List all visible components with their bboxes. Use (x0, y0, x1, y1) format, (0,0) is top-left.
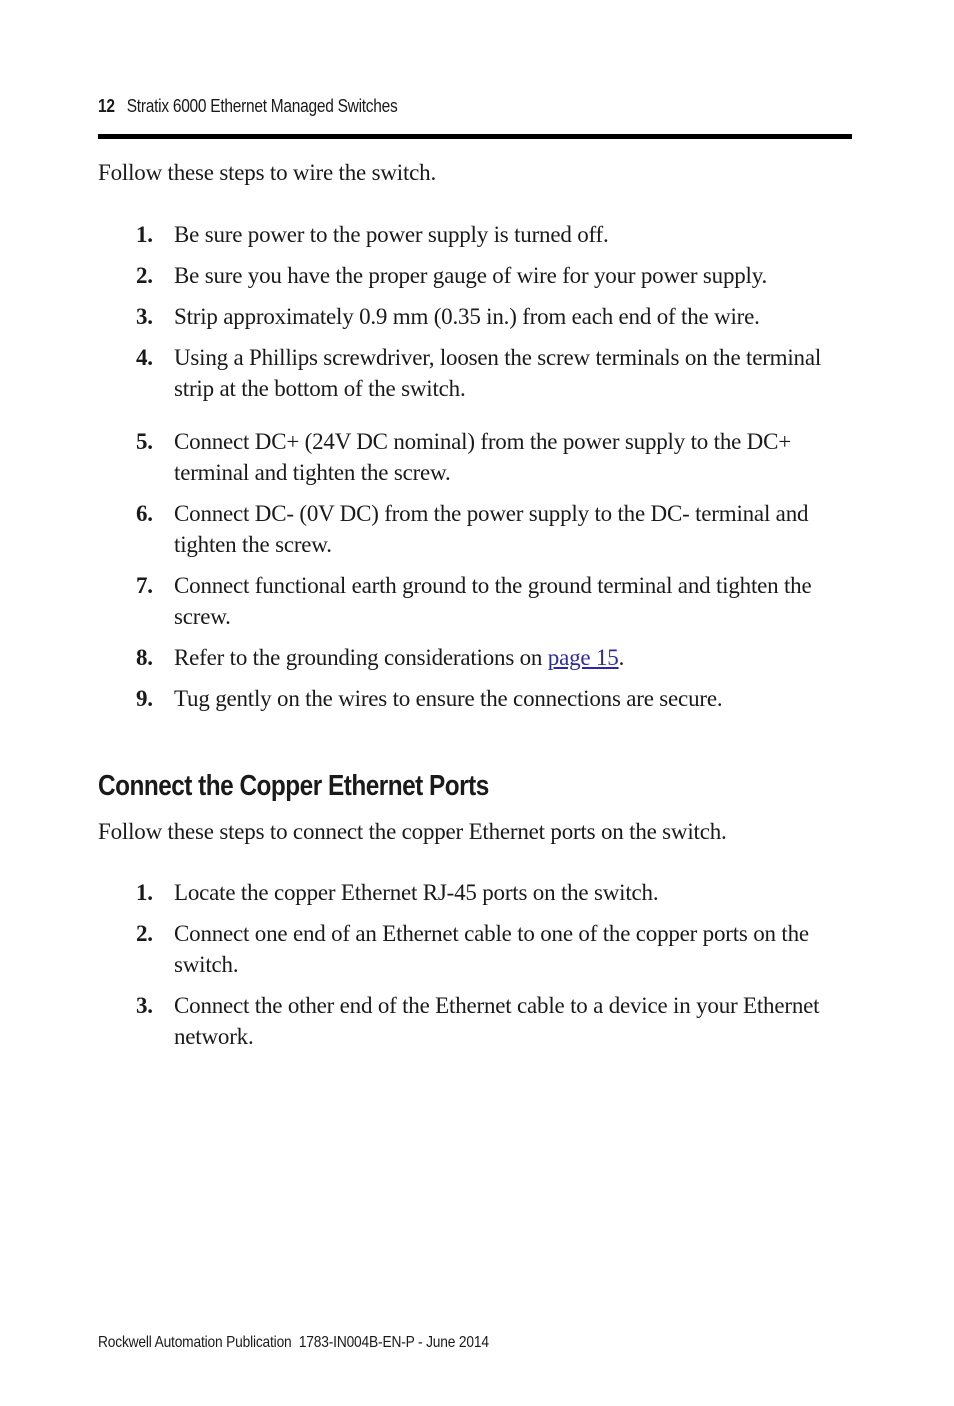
step-number: 8. (136, 645, 153, 670)
publication-footer: Rockwell Automation Publication 1783-IN004B-EN-P - June 2014 (98, 1334, 489, 1351)
list-item (98, 498, 854, 560)
step-number: 5. (136, 429, 153, 454)
step-number: 4. (136, 345, 153, 370)
step-number: 3. (136, 993, 153, 1018)
ethernet-steps-list (98, 877, 854, 1062)
page-15-link[interactable]: page 15 (547, 645, 619, 670)
list-item (98, 219, 854, 250)
list-item (98, 342, 854, 404)
running-header (98, 96, 397, 117)
list-item (98, 877, 854, 908)
step-number: 1. (136, 880, 153, 905)
step-number: 6. (136, 501, 153, 526)
header-rule (98, 134, 852, 139)
list-item (98, 918, 854, 980)
list-item (98, 683, 854, 714)
step-text: Connect DC+ (24V DC nominal) from the power supply to the DC+ terminal and tighten the screw. (174, 429, 791, 485)
step-text: Connect the other end of the Ethernet cable to a device in your Ethernet network. (174, 993, 820, 1049)
list-item (98, 301, 854, 332)
step-number: 7. (136, 573, 153, 598)
step-text: Using a Phillips screwdriver, loosen the screw terminals on the terminal strip at the bottom of the switch. (174, 345, 822, 401)
list-item (98, 642, 854, 673)
page-number: 12 (98, 96, 115, 116)
header-title: Stratix 6000 Ethernet Managed Switches (126, 96, 398, 116)
ethernet-intro: Follow these steps to connect the copper Ethernet ports on the switch. (98, 819, 727, 844)
step-text: Connect functional earth ground to the ground terminal and tighten the screw. (174, 573, 812, 629)
step-text: Refer to the grounding considerations on (174, 645, 548, 670)
step-text: Locate the copper Ethernet RJ-45 ports on the switch. (174, 880, 659, 905)
wiring-intro: Follow these steps to wire the switch. (98, 160, 436, 185)
step-text: Connect one end of an Ethernet cable to one of the copper ports on the switch. (174, 921, 809, 977)
step-text: Tug gently on the wires to ensure the connections are secure. (174, 686, 723, 711)
step-number: 2. (136, 921, 153, 946)
step-number: 3. (136, 304, 153, 329)
list-item (98, 426, 854, 488)
step-number: 1. (136, 222, 153, 247)
list-item (98, 260, 854, 291)
step-number: 2. (136, 263, 153, 288)
wiring-steps-list (98, 219, 854, 724)
step-text: Be sure you have the proper gauge of wire for your power supply. (174, 263, 768, 288)
list-item (98, 570, 854, 632)
step-text-end: . (618, 645, 625, 670)
section-heading: Connect the Copper Ethernet Ports (98, 770, 489, 802)
step-text: Be sure power to the power supply is turned off. (174, 222, 609, 247)
list-item (98, 990, 854, 1052)
step-number: 9. (136, 686, 153, 711)
step-text: Connect DC- (0V DC) from the power supply to the DC- terminal and tighten the screw. (174, 501, 809, 557)
step-text: Strip approximately 0.9 mm (0.35 in.) from each end of the wire. (174, 304, 760, 329)
